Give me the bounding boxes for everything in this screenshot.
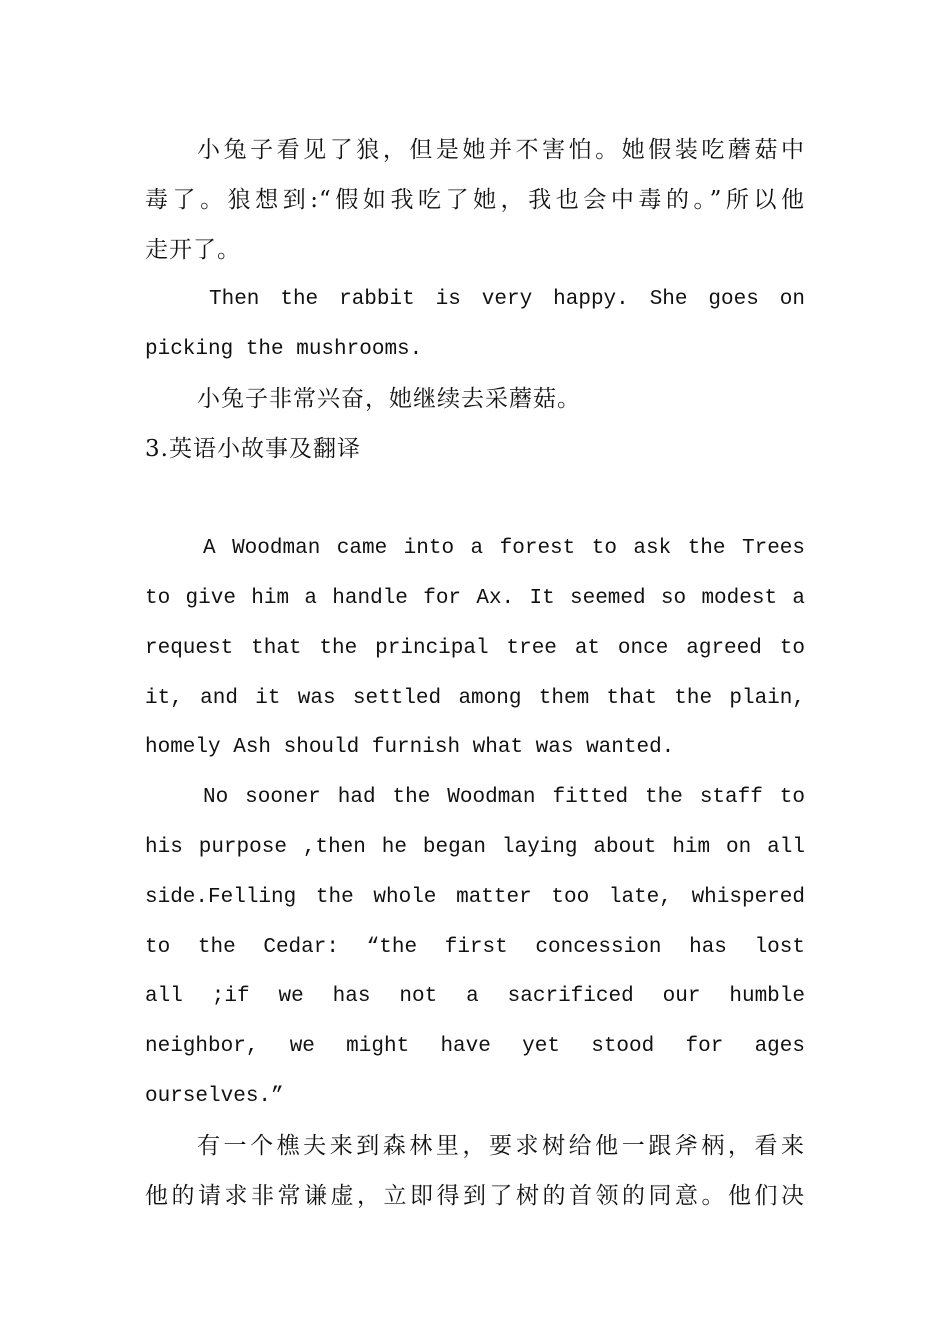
paragraph-4-line-1: A Woodman came into a forest to ask the Trees <box>203 537 805 560</box>
paragraph-2-line-1: Then the rabbit is very happy. She goes on <box>209 288 805 311</box>
paragraph-5-line-7: ourselves.” <box>145 1085 284 1108</box>
paragraph-5-line-3: side.Felling the whole matter too late, whispered <box>145 886 805 909</box>
paragraph-5-line-1: No sooner had the Woodman fitted the staff to <box>203 786 805 809</box>
paragraph-5-line-5: all ;if we has not a sacrificed our humble <box>145 985 805 1008</box>
paragraph-4-line-4: it, and it was settled among them that the plain, <box>145 687 805 710</box>
paragraph-1-line-1: 小兔子看见了狼，但是她并不害怕。她假装吃蘑菇中 <box>197 137 805 163</box>
paragraph-6-line-1: 有一个樵夫来到森林里，要求树给他一跟斧柄，看来 <box>197 1133 805 1159</box>
paragraph-6-line-2: 他的请求非常谦虚，立即得到了树的首领的同意。他们决 <box>145 1183 805 1209</box>
paragraph-4-line-5: homely Ash should furnish what was wanted. <box>145 736 675 759</box>
paragraph-2-line-2: picking the mushrooms. <box>145 338 423 361</box>
section-heading: 3.英语小故事及翻译 <box>145 436 361 462</box>
paragraph-4-line-2: to give him a handle for Ax. It seemed so modest a <box>145 587 805 610</box>
paragraph-3-line-1: 小兔子非常兴奋，她继续去采蘑菇。 <box>197 386 581 412</box>
paragraph-1-line-3: 走开了。 <box>145 237 241 263</box>
paragraph-4-line-3: request that the principal tree at once agreed to <box>145 637 805 660</box>
paragraph-5-line-4: to the Cedar: “the first concession has lost <box>145 936 805 959</box>
paragraph-5-line-2: his purpose ,then he began laying about him on all <box>145 836 805 859</box>
paragraph-1-line-2: 毒了。狼想到:“假如我吃了她，我也会中毒的。”所以他 <box>145 187 805 213</box>
paragraph-5-line-6: neighbor, we might have yet stood for ages <box>145 1035 805 1058</box>
